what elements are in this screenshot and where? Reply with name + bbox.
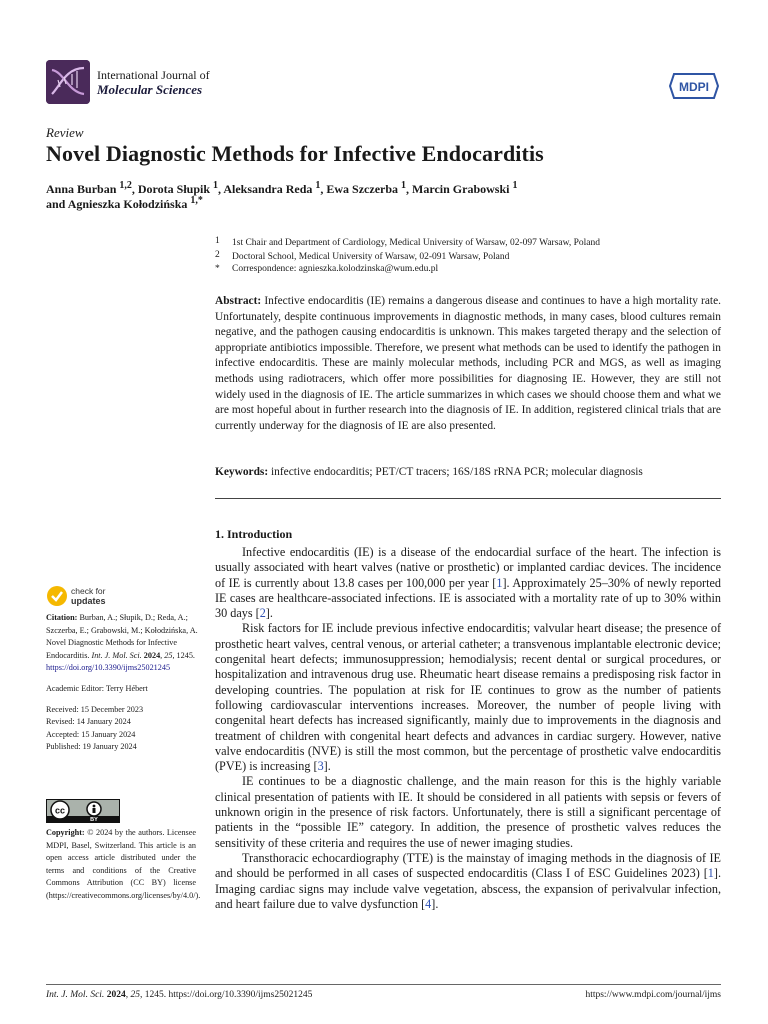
author-name: Anna Burban xyxy=(46,182,117,196)
footer-volume: 25 xyxy=(130,990,140,1000)
copyright-label: Copyright: xyxy=(46,828,85,837)
article-type: Review xyxy=(46,125,84,140)
section-heading: 1. Introduction xyxy=(215,527,293,541)
paragraph-text: Risk factors for IE include previous infective endocarditis; valvular heart disease; the presence of prosthetic heart valves, central venous, or arterial catheter; a transvenous implantable electronic device; congenital heart defects; immunosuppression; hemodialysis; recent dental or surgical procedures, or hospitalization and intravenous drug use. Rheumatic heart disease remains a predisposing risk factor in developing countries. The population at risk for IE continues to grow as the number of patients following cardiovascular interventions increases. Moreover, the number of people living with congenital heart defects has increased significantly, mainly due to improvements in the diagnosis and treatment of children with congenital heart defects and advances in cardiac surgery. However, native valve endocarditis (NVE) is still the most common, but the percentage of prosthetic valve endocarditis (PVE) is increasing [ xyxy=(215,621,721,774)
journal-name-line2: Molecular Sciences xyxy=(97,82,203,97)
section-divider xyxy=(215,498,721,499)
footer-year: 2024 xyxy=(106,990,126,1000)
citation-year: 2024 xyxy=(143,650,161,660)
affiliation: 1st Chair and Department of Cardiology, Medical University of Warsaw, 02-097 Warsaw, Poland xyxy=(232,238,601,248)
body-paragraph xyxy=(215,774,721,850)
abstract-label: Abstract: xyxy=(215,295,262,307)
paragraph-text: ]. xyxy=(431,896,439,911)
citation-volume-sep: , xyxy=(160,650,165,660)
footer-journal: Int. J. Mol. Sci. xyxy=(46,990,105,1000)
citation-label: Citation: xyxy=(46,613,78,622)
mdpi-logo-icon xyxy=(668,72,720,100)
keywords-text: infective endocarditis; PET/CT tracers; 16S/18S rRNA PCR; molecular diagnosis xyxy=(271,466,643,478)
body-paragraph xyxy=(215,621,721,774)
check-updates-line2: updates xyxy=(71,596,106,606)
reference-link[interactable]: 1 xyxy=(496,575,503,590)
citation xyxy=(46,612,198,675)
correspondence[interactable]: Correspondence: agnieszka.kolodzinska@wum.edu.pl xyxy=(232,264,439,274)
abstract-text: Infective endocarditis (IE) remains a dangerous disease and continues to have a high mortality rate. Unfortunately, despite continuous improvements in diagnostic methods, in many cases, blood cultures remain negative, and the pathogen causing endocarditis is unknown. This makes targeted therapy and the selection of appropriate antibiotics impossible. Therefore, we present what methods can be used to identify the pathogen in infective endocarditis. These are mainly molecular methods, including PCR and MGS, as well as imaging methods using radiotracers, which offer more possibilities for diagnosing IE. However, they are still not widely used in the diagnosis of IE. The article summarizes in which cases we should choose them and what we are most hopeful about in further research into the diagnosis of IE. In addition, registered clinical trials that are currently underway for the diagnosis of IE are also presented. xyxy=(215,295,721,432)
author-list-line2 xyxy=(46,195,203,212)
affiliation: Doctoral School, Medical University of Warsaw, 02-091 Warsaw, Poland xyxy=(232,252,510,262)
check-updates-line1: check for xyxy=(71,586,106,596)
revised-date: Revised: 14 January 2024 xyxy=(46,717,131,727)
check-for-updates-badge[interactable] xyxy=(46,584,146,606)
author-name: Ewa Szczerba xyxy=(326,182,399,196)
footer-divider xyxy=(46,984,721,985)
body-paragraph xyxy=(215,545,721,621)
mdpi-logo[interactable] xyxy=(668,72,720,100)
citation-pages: , 1245. xyxy=(172,650,195,660)
reference-link[interactable]: 3 xyxy=(317,759,324,774)
paragraph-text: ]. xyxy=(323,759,331,774)
paragraph-text: ]. Approximately 25–30% of newly reported IE cases are healthcare-associated infections. IE is associated with a mortality rate of up to 30% within 30 days [ xyxy=(215,575,721,621)
academic-editor: Academic Editor: Terry Hébert xyxy=(46,683,148,693)
author-list-line1: Anna Burban $^{1,2}$, Dorota Słupik $^1$, Aleksandra Reda $^1$, Ewa Szczerba $^1$, Marcin Grabowski $^1$ xyxy=(46,180,518,196)
author-affiliation-mark: 1 xyxy=(213,180,219,191)
copyright-notice xyxy=(46,827,201,903)
author-affiliation-mark: 1 xyxy=(401,180,407,191)
citation-volume: 25 xyxy=(164,650,173,660)
keywords xyxy=(215,465,721,481)
article-info-sidebar xyxy=(46,612,198,754)
author-name: Dorota Słupik xyxy=(137,182,211,196)
paragraph-text: ]. Imaging cardiac signs may include valve vegetation, abscess, the expansion of perivalvular infection, and heart failure due to valve dysfunction [ xyxy=(215,866,721,911)
author-affiliation-mark: 1 xyxy=(512,180,518,191)
body-paragraph xyxy=(215,851,721,912)
reference-link[interactable]: 4 xyxy=(425,896,432,911)
affiliation-mark: 2 xyxy=(215,250,220,260)
paragraph-text: Infective endocarditis (IE) is a disease of the endocardial surface of the heart. The infection is usually associated with heart valves (native or prosthetic) or implanted cardiac devices. The incidence of IE is currently about 13.8 cases per 100,000 per year [ xyxy=(215,545,721,590)
citation-text: Burban, A.; Słupik, D.; Reda, A.; Szczerba, E.; Grabowski, M.; Kołodzińska, A. Novel Diagnostic Methods for Infective Endocarditis. xyxy=(46,613,198,660)
author-affiliation-mark: 1,2 xyxy=(119,180,132,191)
author-affiliation-mark: 1,* xyxy=(190,195,203,206)
cc-label: cc xyxy=(54,805,66,816)
affiliation-mark: 1 xyxy=(215,236,220,246)
author-conjunction: and xyxy=(46,197,66,211)
paragraph-text: IE continues to be a diagnostic challenge, and the main reason for this is the highly variable clinical presentation of patients with IE. It should be considered in all patients with sepsis or fevers of unknown origin in the presence of risk factors. Unfortunately, there is still a significant percentage of patients in the “possible IE” category. In addition, the presence of prosthetic valves reduces the sensitivity of these criteria and requires the use of newer imaging studies. xyxy=(215,774,721,850)
paragraph-text: ]. xyxy=(265,606,273,621)
citation-journal: Int. J. Mol. Sci. xyxy=(91,650,142,660)
journal-logo xyxy=(46,60,90,104)
author-name: Aleksandra Reda xyxy=(223,182,313,196)
citation-doi-link[interactable]: https://doi.org/10.3390/ijms25021245 xyxy=(46,663,171,673)
affiliation-mark: * xyxy=(215,264,220,274)
by-label: BY xyxy=(90,817,98,823)
dna-icon xyxy=(46,60,90,104)
author-name: Agnieszka Kołodzińska xyxy=(67,197,188,211)
journal-name-line1: International Journal of xyxy=(97,68,210,82)
footer-doi[interactable]: , 1245. https://doi.org/10.3390/ijms25021245 xyxy=(139,990,313,1000)
paragraph-text: Transthoracic echocardiography (TTE) is the mainstay of imaging methods in the diagnosis of IE and should be performed in all cases of suspected endocarditis (Class I of ESC Guidelines 2023) [ xyxy=(215,850,721,881)
reference-link[interactable]: 1 xyxy=(707,866,714,881)
footer-citation: Int. J. Mol. Sci. 2024, 25, 1245. https://doi.org/10.3390/ijms25021245 xyxy=(46,990,313,1000)
abstract xyxy=(215,294,721,434)
article-title: Novel Diagnostic Methods for Infective Endocarditis xyxy=(46,141,544,166)
copyright-text: © 2024 by the authors. Licensee MDPI, Basel, Switzerland. This article is an open access article distributed under the terms and conditions of the Creative Commons Attribution (CC BY) license (https://creativecommons.org/licenses/by/4.0/). xyxy=(46,828,201,900)
reference-link[interactable]: 2 xyxy=(259,606,266,621)
accepted-date: Accepted: 15 January 2024 xyxy=(46,729,136,739)
creative-commons-icon xyxy=(46,799,120,823)
author-name: Marcin Grabowski xyxy=(412,182,510,196)
body-text xyxy=(215,545,721,912)
received-date: Received: 15 December 2023 xyxy=(46,704,144,714)
published-date: Published: 19 January 2024 xyxy=(46,742,137,752)
author-affiliation-mark: 1 xyxy=(315,180,321,191)
mdpi-logo-text: MDPI xyxy=(679,80,709,94)
cc-by-license-badge[interactable] xyxy=(46,799,120,823)
keywords-label: Keywords: xyxy=(215,466,269,478)
footer-journal-url[interactable]: https://www.mdpi.com/journal/ijms xyxy=(585,990,721,1000)
check-updates-icon xyxy=(46,584,146,608)
